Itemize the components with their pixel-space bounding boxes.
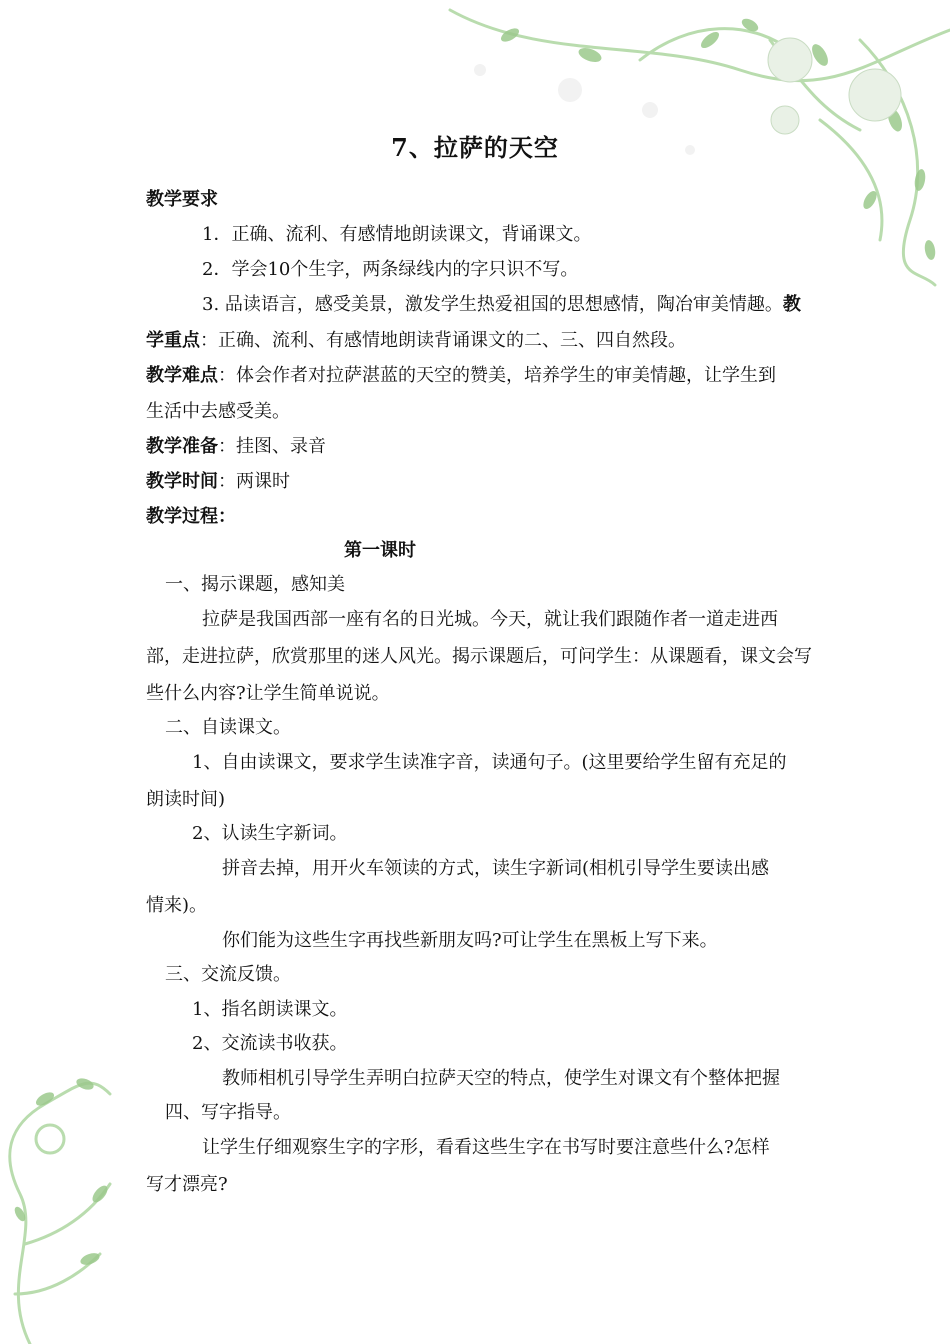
section-4-para-line-1: 让学生仔细观察生字的字形，看看这些生字在书写时要注意些什么?怎样 [202,1137,770,1158]
section-3-heading: 三、交流反馈。 [165,964,291,985]
teaching-difficulty-text: ：体会作者对拉萨湛蓝的天空的赞美，培养学生的审美情趣，让学生到 [218,365,776,386]
section-2-item-1-line-1: 1、自由读课文，要求学生读准字音，读通句子。(这里要给学生留有充足的 [192,752,787,773]
document-title: 7、拉萨的天空 [391,133,559,162]
teaching-preparation [146,435,326,459]
teaching-difficulty-label: 教学难点 [146,365,218,386]
section-1-para-line-1: 拉萨是我国西部一座有名的日光城。今天，就让我们跟随作者一道走进西 [202,609,778,630]
section-2-item-2-para-line-1: 拼音去掉，用开火车领读的方式，读生字新词(相机引导学生要读出感 [222,858,770,879]
teaching-time-label: 教学时间 [146,471,218,492]
teaching-time [146,470,290,494]
requirement-2: 2．学会10个生字，两条绿线内的字只识不写。 [202,259,579,280]
requirement-1: 1．正确、流利、有感情地朗读课文，背诵课文。 [202,224,592,245]
teaching-preparation-label: 教学准备 [146,436,218,457]
section-1-para-line-2: 部，走进拉萨，欣赏那里的迷人风光。揭示课题后，可问学生：从课题看，课文会写 [146,646,812,667]
section-4-heading: 四、写字指导。 [165,1102,291,1123]
section-4-para-line-2: 写才漂亮? [146,1174,228,1195]
section-2-item-1-line-2: 朗读时间) [146,789,226,810]
teaching-difficulty [146,364,776,388]
requirement-3 [202,293,801,317]
teaching-process-heading: 教学过程： [146,506,236,527]
section-2-item-2-para-line-2: 情来)。 [146,895,208,916]
teaching-focus-text: ：正确、流利、有感情地朗读背诵课文的二、三、四自然段。 [200,330,686,351]
section-3-item-2-para: 教师相机引导学生弄明白拉萨天空的特点，使学生对课文有个整体把握 [222,1068,780,1089]
teaching-requirements-heading: 教学要求 [146,189,218,210]
section-2-heading: 二、自读课文。 [165,717,291,738]
teaching-focus-label-end: 学重点 [146,330,200,351]
section-1-para-line-3: 些什么内容?让学生简单说说。 [146,683,390,704]
teaching-time-text: ：两课时 [218,471,290,492]
teaching-difficulty-continued: 生活中去感受美。 [146,401,290,422]
teaching-preparation-text: ：挂图、录音 [218,436,326,457]
section-2-item-2: 2、认读生字新词。 [192,823,348,844]
requirement-3-text: 3. 品读语言，感受美景，激发学生热爱祖国的思想感情，陶冶审美情趣。 [202,294,783,315]
section-3-item-1: 1、指名朗读课文。 [192,999,348,1020]
lesson-one-heading: 第一课时 [344,540,416,561]
section-2-item-2-para-2: 你们能为这些生字再找些新朋友吗?可让学生在黑板上写下来。 [222,930,718,951]
teaching-focus-label-start: 教 [782,294,801,315]
section-3-item-2: 2、交流读书收获。 [192,1033,348,1054]
section-1-heading: 一、揭示课题，感知美 [165,574,345,595]
teaching-focus [146,329,686,353]
